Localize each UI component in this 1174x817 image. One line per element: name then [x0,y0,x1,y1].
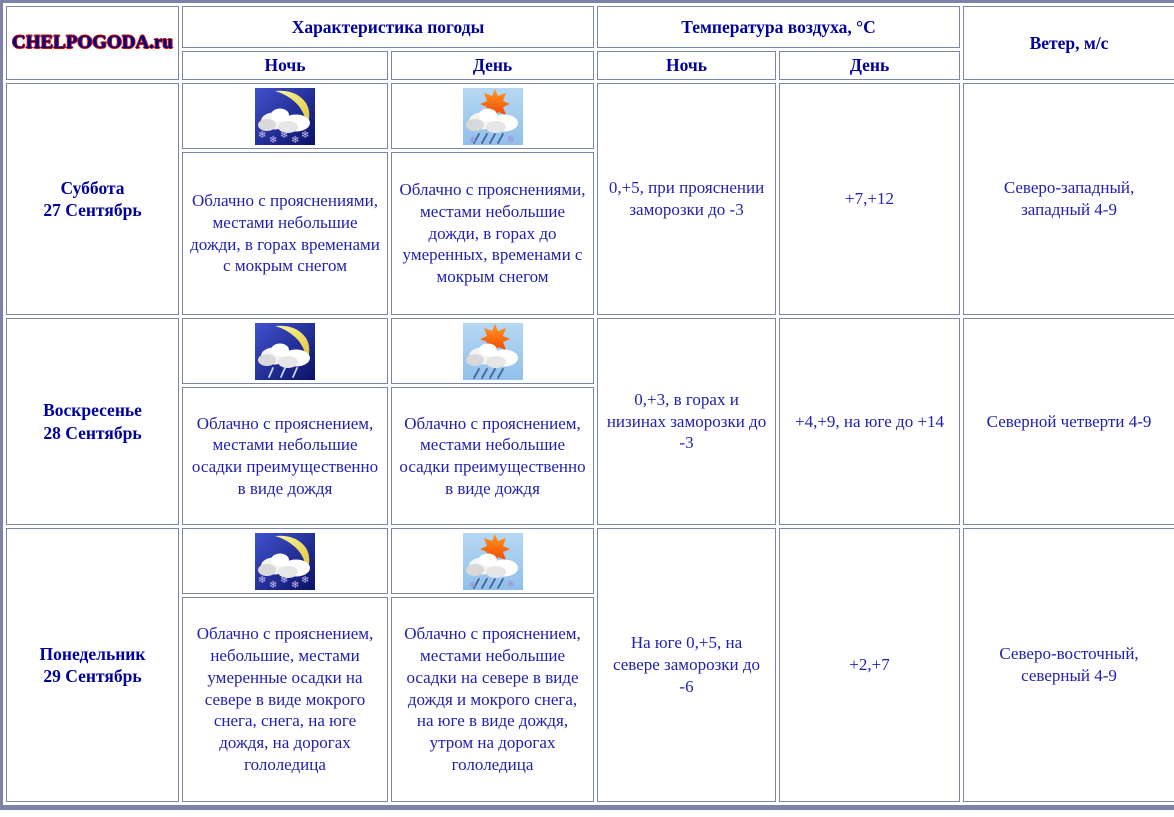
day-name: Суббота [60,177,125,198]
svg-text:❄: ❄ [291,134,300,145]
table-row [6,318,1174,384]
svg-text:❄: ❄ [468,580,477,590]
svg-text:❄: ❄ [301,574,310,586]
svg-text:❄: ❄ [468,135,477,145]
table-row [6,83,1174,149]
header-temp-day: День [779,51,960,80]
table-row [6,528,1174,594]
night-temp-cell: 0,+3, в горах и низинах заморозки до -3 [597,318,776,525]
night-temp-cell: 0,+5, при прояснении заморозки до -3 [597,83,776,315]
site-logo-link[interactable]: CHELPOGODA.ru [12,31,173,53]
svg-text:❄: ❄ [291,579,300,590]
svg-text:❄: ❄ [301,129,310,141]
svg-text:❄: ❄ [280,574,289,586]
logo-cell [6,6,179,80]
day-cell [6,528,179,802]
svg-text:❄: ❄ [506,134,515,145]
wind-cell: Северо-западный, западный 4-9 [963,83,1174,315]
header-weather-night: Ночь [182,51,388,80]
header-weather-day: День [391,51,594,80]
wind-cell: Северной четверти 4-9 [963,318,1174,525]
day-date: 27 Сентябрь [43,200,142,220]
day-cell [6,83,179,315]
day-temp-cell: +4,+9, на юге до +14 [779,318,960,525]
night-description: Облачно с прояснениями, местами небольшие дожди, в горах временами с мокрым снегом [182,152,388,315]
day-cell [6,318,179,525]
day-description: Облачно с прояснением, местами небольшие осадки на севере в виде дождя и мокрого снега, на юге в виде дождя, утром на дорогах гололедица [391,597,594,802]
night-description: Облачно с прояснением, небольшие, местами умеренные осадки на севере в виде мокрого снега, снега, на юге дождя, на дорогах гололедица [182,597,388,802]
day-weather-icon [391,528,594,594]
day-description: Облачно с прояснениями, местами небольшие дожди, в горах до умеренных, временами с мокрым снегом [391,152,594,315]
svg-text:❄: ❄ [506,579,515,590]
svg-text:❄: ❄ [258,574,267,586]
header-weather-group: Характеристика погоды [182,6,594,48]
night-temp-cell: На юге 0,+5, на севере заморозки до -6 [597,528,776,802]
svg-text:❄: ❄ [269,579,278,590]
svg-text:❄: ❄ [269,134,278,145]
night-weather-icon [182,318,388,384]
day-description: Облачно с прояснением, местами небольшие осадки преимущественно в виде дождя [391,387,594,525]
header-wind: Ветер, м/с [963,6,1174,80]
night-weather-icon [182,83,388,149]
day-temp-cell: +7,+12 [779,83,960,315]
day-weather-icon [391,318,594,384]
day-name: Воскресенье [43,400,142,421]
svg-text:❄: ❄ [280,129,289,141]
svg-text:❄: ❄ [258,129,267,141]
day-date: 28 Сентябрь [43,422,142,443]
day-name: Понедельник [39,643,146,664]
wind-cell: Северо-восточный, северный 4-9 [963,528,1174,802]
night-description: Облачно с прояснением, местами небольшие осадки преимущественно в виде дождя [182,387,388,525]
night-weather-icon [182,528,388,594]
day-date: 29 Сентябрь [43,666,142,686]
header-temperature-group: Температура воздуха, °С [597,6,960,48]
day-weather-icon [391,83,594,149]
header-temp-night: Ночь [597,51,776,80]
day-temp-cell: +2,+7 [779,528,960,802]
